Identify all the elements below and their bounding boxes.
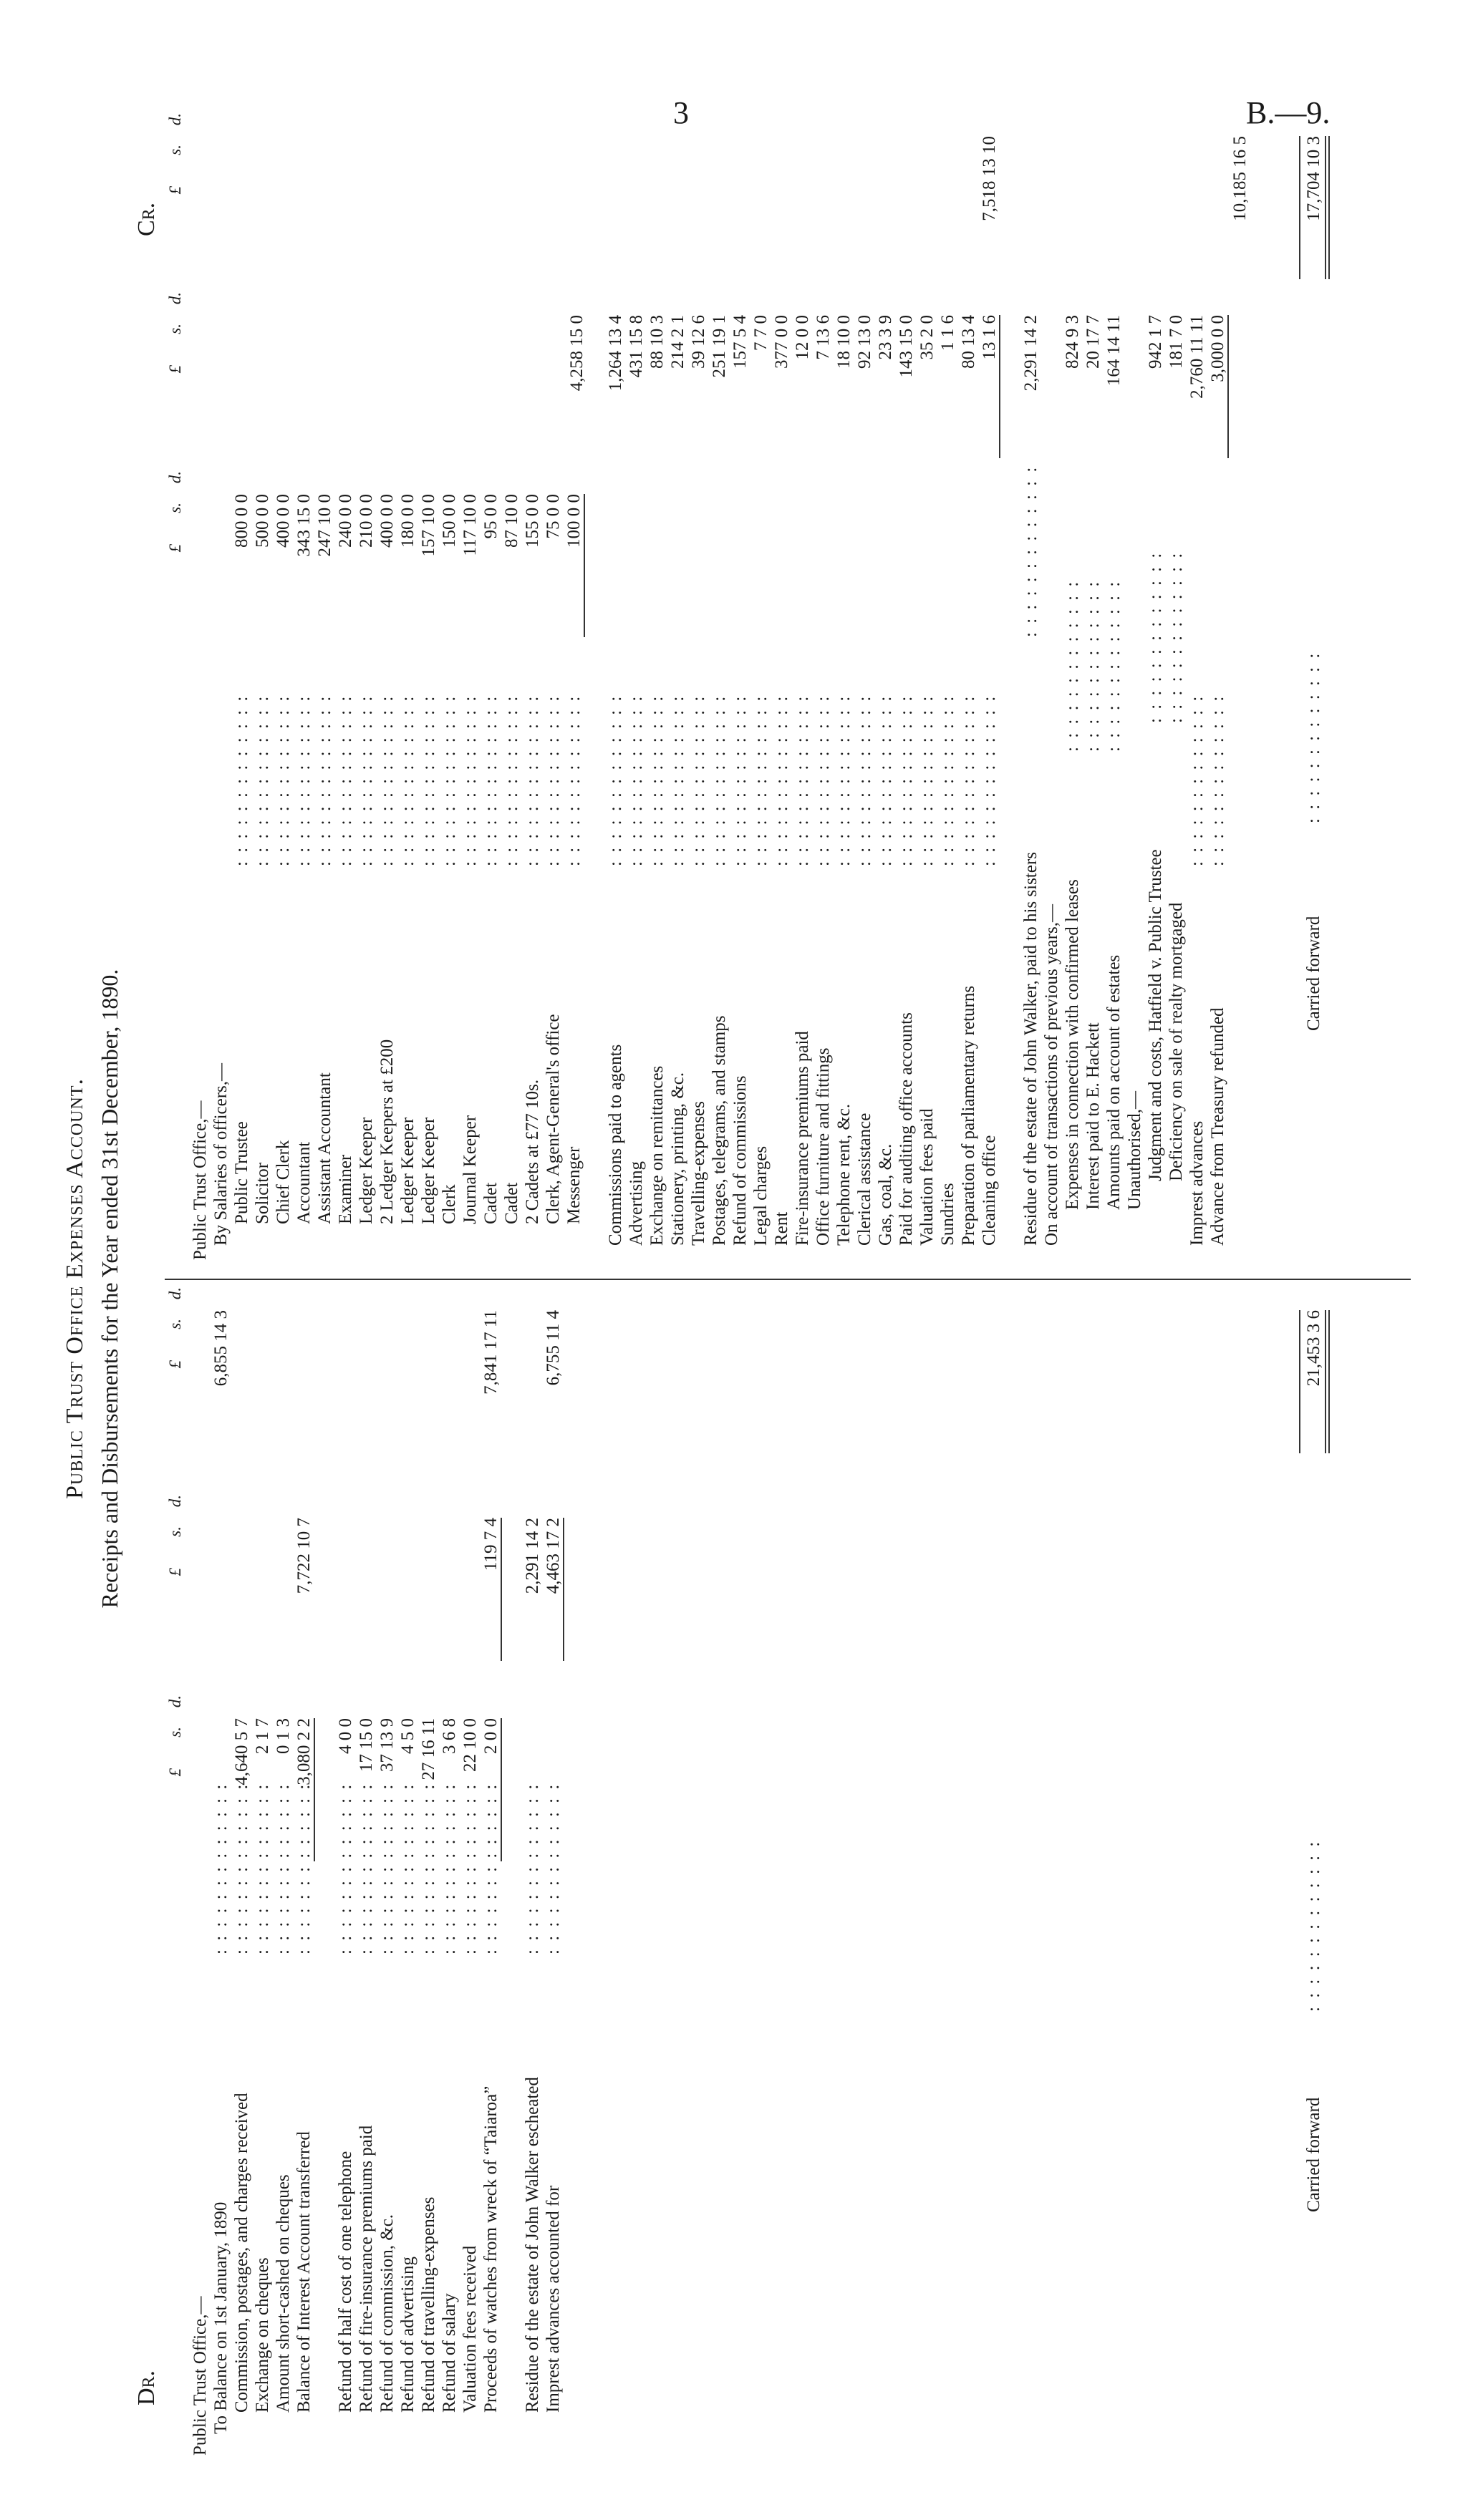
cr-expense-amount: 80 13 4	[959, 315, 978, 369]
leader-dots: : : : : : : : : : : : : :	[253, 694, 272, 866]
cr-heading: Public Trust Office,—	[190, 1100, 210, 1260]
page-number: 3	[673, 95, 689, 130]
cr-salary-amount: 100 0 0	[564, 494, 584, 548]
cr-expense-label: Legal charges	[751, 1145, 771, 1246]
cr-expense-amount: 251 19 1	[710, 315, 729, 378]
cr-expense-amount: 18 10 0	[834, 315, 854, 369]
dr-imprest-amount: 4,463 17 2	[544, 1518, 563, 1594]
leader-dots: : : : : : : : : : : : : :	[959, 694, 978, 866]
leader-dots: : : : : : : : : : : : : :	[980, 694, 999, 866]
column-head-d: d.	[166, 113, 184, 126]
dr-item-amount: 27 16 11	[419, 1718, 438, 1780]
leader-dots: : : : : : : : : : : : : :	[544, 694, 563, 866]
dr-residue-amount: 2,291 14 2	[523, 1518, 542, 1594]
cr-expenses-total: 7,518 13 10	[980, 136, 999, 221]
total-rule	[501, 1518, 502, 1661]
leader-dots: : : : : : : : : : : : : :	[938, 694, 957, 866]
cr-expense-label: Advertising	[627, 1160, 646, 1246]
dr-item-label: Refund of travelling-expenses	[419, 2196, 438, 2413]
dr-balance-amount: 6,855 14 3	[211, 1310, 231, 1387]
cr-salary-amount: 800 0 0	[232, 494, 251, 548]
cr-salary-amount: 75 0 0	[544, 494, 563, 539]
leader-dots: : : : : : : : : : : : : :	[315, 694, 334, 866]
cr-salary-label: Journal Keeper	[460, 1115, 480, 1224]
leader-dots: : : : : : : : : : : : : :	[917, 694, 937, 866]
leader-dots: : : : : : : : : : : : : :	[1021, 465, 1040, 637]
leader-dots: : : : : : : : : : : : : :	[564, 694, 584, 866]
cr-expense-label: Postages, telegrams, and stamps	[710, 1015, 729, 1246]
cr-treasury-amount: 3,000 0 0	[1208, 315, 1227, 382]
cr-expense-label: Exchange on remittances	[647, 1065, 667, 1246]
column-head-l: £	[166, 1360, 184, 1369]
cr-unauthorised-heading: Unauthorised,—	[1125, 1091, 1144, 1210]
leader-dots: : : : : : : : : : : : : :	[1208, 694, 1227, 866]
leader-dots: : : : : : : : : : : : : :	[502, 694, 521, 866]
dr-carried-forward-amount: 21,453 3 6	[1304, 1310, 1323, 1387]
cr-residue-label: Residue of the estate of John Walker, paid to his sisters	[1021, 852, 1040, 1246]
cr-salary-label: Clerk	[440, 1184, 459, 1224]
cr-label: Cr.	[133, 202, 160, 236]
leader-dots: : : : : : : : : : : : : :	[398, 694, 417, 866]
leader-dots: : : : : : : : : : : : : :	[751, 694, 771, 866]
dr-item-amount: 2 0 0	[481, 1718, 501, 1754]
leader-dots: : : : : : : : : : : : : :	[481, 694, 501, 866]
cr-salary-label: Clerk, Agent-General's office	[544, 1014, 563, 1224]
leader-dots: : : : : : : : : : : : : :	[876, 694, 895, 866]
cr-residue-amount: 2,291 14 2	[1021, 315, 1040, 392]
cr-expense-label: Refund of commissions	[730, 1075, 750, 1246]
cr-expense-label: Valuation fees paid	[917, 1108, 937, 1246]
column-head-d: d.	[166, 1695, 184, 1708]
cr-carried-forward-label: Carried forward	[1304, 916, 1323, 1031]
leader-dots: : : : : : : : : : : : : :	[232, 694, 251, 866]
leader-dots: : : : : : : : : : : : : :	[336, 694, 355, 866]
dr-item-amount: 3,080 2 2	[294, 1718, 314, 1785]
cr-previous-amount: 20 17 7	[1083, 315, 1103, 369]
leader-dots: : : : : : : : : : : : : :	[523, 694, 542, 866]
cr-salary-label: Accountant	[294, 1141, 314, 1224]
leader-dots: : : : : : : : : : : : : :	[336, 1782, 355, 1954]
column-head-l: £	[166, 1568, 184, 1576]
cr-final-total: 10,185 16 5	[1230, 136, 1250, 221]
cr-expense-amount: 1,264 13 4	[606, 315, 625, 392]
total-rule	[999, 315, 1000, 458]
cr-salary-amount: 400 0 0	[377, 494, 397, 548]
dr-item-label: Commission, postages, and charges received	[232, 2093, 251, 2413]
cr-expense-amount: 12 0 0	[793, 315, 812, 360]
dr-residue-label: Residue of the estate of John Walker escheated	[523, 2077, 542, 2413]
leader-dots: : : : : : : : : : : : : :	[357, 694, 376, 866]
cr-salary-label: Public Trustee	[232, 1121, 251, 1224]
cr-expense-label: Rent	[772, 1211, 791, 1246]
leader-dots: : : : : : : : : : : : : :	[647, 694, 667, 866]
dr-item-amount: 4 5 0	[398, 1718, 417, 1754]
cr-expense-amount: 1 1 6	[938, 315, 957, 351]
leader-dots: : : : : : : : : : : : : :	[294, 1782, 314, 1954]
leader-dots: : : : : : : : : : : : : :	[855, 694, 874, 866]
cr-salary-label: Ledger Keeper	[419, 1117, 438, 1224]
leader-dots: : : : : : : : : : : : : :	[897, 694, 916, 866]
column-head-s: s.	[166, 145, 184, 155]
total-rule	[1299, 136, 1300, 279]
column-head-l: £	[166, 186, 184, 195]
cr-previous-heading: On account of transactions of previous years,—	[1042, 904, 1061, 1246]
column-head-s: s.	[166, 324, 184, 334]
page-title: Public Trust Office Expenses Account.	[62, 1078, 88, 1499]
column-head-d: d.	[166, 1495, 184, 1508]
leader-dots: : : : : : : : : : : : : :	[834, 694, 854, 866]
total-rule	[1325, 1310, 1326, 1453]
total-rule	[584, 494, 585, 637]
column-head-s: s.	[166, 1319, 184, 1329]
leader-dots: : : : : : : : : : : : : :	[1104, 579, 1124, 752]
column-head-s: s.	[166, 1526, 184, 1537]
cr-unauthorised-amount: 942 1 7	[1146, 315, 1165, 369]
cr-expense-amount: 88 10 3	[647, 315, 667, 369]
dr-item-amount: 4 0 0	[336, 1718, 355, 1754]
dr-subtotal: 7,841 17 11	[481, 1310, 501, 1395]
cr-salary-amount: 150 0 0	[440, 494, 459, 548]
column-head-s: s.	[166, 503, 184, 513]
column-head-l: £	[166, 544, 184, 553]
cr-expense-amount: 431 15 8	[627, 315, 646, 378]
cr-expense-label: Fire-insurance premiums paid	[793, 1031, 812, 1246]
cr-salary-label: Assistant Accountant	[315, 1072, 334, 1224]
leader-dots: : : : : : : : : : : : : :	[1083, 579, 1103, 752]
dr-label: Dr.	[133, 2370, 160, 2405]
total-rule	[1299, 1310, 1300, 1453]
cr-expense-amount: 214 2 1	[668, 315, 687, 369]
cr-salary-amount: 155 0 0	[523, 494, 542, 548]
cr-expense-label: Stationery, printing, &c.	[668, 1072, 687, 1246]
leader-dots: : : : : : : : : : : : : :	[689, 694, 708, 866]
leader-dots: : : : : : : : : : : : : :	[377, 1782, 397, 1954]
cr-expense-label: Commissions paid to agents	[606, 1044, 625, 1246]
cr-salary-label: Cadet	[502, 1182, 521, 1224]
cr-treasury-label: Advance from Treasury refunded	[1208, 1007, 1227, 1246]
dr-item-label: Proceeds of watches from wreck of “Taiaroa”	[481, 2085, 501, 2413]
cr-salary-amount: 240 0 0	[336, 494, 355, 548]
cr-expense-amount: 35 2 0	[917, 315, 937, 360]
leader-dots: : : : : : : : : : : : : :	[606, 694, 625, 866]
total-rule	[1227, 315, 1229, 458]
leader-dots: : : : : : : : : : : : : :	[440, 1782, 459, 1954]
cr-salary-label: Messenger	[564, 1146, 584, 1224]
cr-expense-label: Gas, coal, &c.	[876, 1143, 895, 1246]
cr-unauthorised-label: Deficiency on sale of realty mortgaged	[1167, 902, 1186, 1181]
cr-salary-amount: 180 0 0	[398, 494, 417, 548]
cr-imprest-amount: 2,760 11 11	[1187, 315, 1207, 399]
total-rule	[1328, 136, 1330, 279]
dr-group2-total: 119 7 4	[481, 1518, 501, 1571]
page-reference: B.—9.	[1246, 95, 1331, 130]
cr-expense-label: Office furniture and fittings	[813, 1047, 833, 1246]
total-rule	[1328, 1310, 1330, 1453]
total-rule	[314, 1718, 315, 1861]
cr-expense-amount: 377 0 0	[772, 315, 791, 369]
cr-previous-amount: 164 14 11	[1104, 315, 1124, 387]
dr-imprest-label: Imprest advances accounted for	[544, 2185, 563, 2413]
cr-salaries-total: 4,258 15 0	[567, 315, 586, 392]
leader-dots: : : : : : : : : : : : : :	[544, 1782, 563, 1954]
dr-item-label: Refund of fire-insurance premiums paid	[357, 2125, 376, 2413]
center-divider	[165, 1279, 1411, 1280]
dr-item-label: Amount short-cashed on cheques	[274, 2174, 293, 2413]
page-subtitle: Receipts and Disbursements for the Year ended 31st December, 1890.	[97, 969, 122, 1609]
leader-dots: : : : : : : : : : : : : :	[357, 1782, 376, 1954]
cr-salary-amount: 87 10 0	[502, 494, 521, 548]
cr-unauthorised-label: Judgment and costs, Hatfield v. Public Trustee	[1146, 849, 1165, 1181]
leader-dots: : : : : : : : : : : : : :	[419, 694, 438, 866]
cr-salary-label: 2 Ledger Keepers at £200	[377, 1039, 397, 1224]
leader-dots: : : : : : : : : : : : : :	[730, 694, 750, 866]
cr-expense-amount: 143 15 0	[897, 315, 916, 378]
leader-dots: : : : : : : : : : : : : :	[1304, 651, 1323, 823]
cr-salary-label: 2 Cadets at £77 10s.	[523, 1079, 542, 1224]
leader-dots: : : : : : : : : : : : : :	[1063, 579, 1082, 752]
cr-salary-label: Examiner	[336, 1154, 355, 1224]
cr-expense-amount: 7 7 0	[751, 315, 771, 351]
cr-salaries-heading: By Salaries of officers,—	[211, 1062, 231, 1246]
cr-expense-label: Paid for auditing office accounts	[897, 1012, 916, 1246]
cr-salary-label: Solicitor	[253, 1162, 272, 1224]
cr-salary-amount: 95 0 0	[481, 494, 501, 539]
total-rule	[1325, 136, 1326, 279]
dr-item-label: Refund of commission, &c.	[377, 2214, 397, 2413]
leader-dots: : : : : : : : : : : : : :	[481, 1782, 501, 1954]
leader-dots: : : : : : : : : : : : : :	[274, 1782, 293, 1954]
leader-dots: : : : : : : : : : : : : :	[253, 1782, 272, 1954]
dr-carried-forward-label: Carried forward	[1304, 2097, 1323, 2212]
account-page	[57, 107, 1418, 2470]
cr-salary-amount: 117 10 0	[460, 494, 480, 556]
leader-dots: : : : : : : : : : : : : :	[460, 1782, 480, 1954]
column-head-l: £	[166, 1768, 184, 1777]
leader-dots: : : : : : : : : : : : : :	[668, 694, 687, 866]
cr-expense-label: Clerical assistance	[855, 1113, 874, 1246]
total-rule	[563, 1518, 564, 1661]
dr-heading: Public Trust Office,—	[190, 2296, 210, 2456]
column-head-l: £	[166, 365, 184, 374]
cr-salary-amount: 247 10 0	[315, 494, 334, 557]
dr-item-amount: 22 10 0	[460, 1718, 480, 1772]
leader-dots: : : : : : : : : : : : : :	[440, 694, 459, 866]
leader-dots: : : : : : : : : : : : : :	[419, 1782, 438, 1954]
dr-residue-imprest-total: 6,755 11 4	[544, 1310, 563, 1386]
cr-expense-amount: 7 13 6	[813, 315, 833, 360]
dr-item-label: Exchange on cheques	[253, 2257, 272, 2413]
cr-salary-amount: 210 0 0	[357, 494, 376, 548]
cr-carried-forward-amount: 17,704 10 3	[1304, 136, 1323, 221]
cr-expense-label: Preparation of parliamentary returns	[959, 985, 978, 1246]
cr-expense-amount: 13 1 6	[980, 315, 999, 360]
dr-item-label: Refund of salary	[440, 2293, 459, 2413]
leader-dots: : : : : : : : : : : : : :	[274, 694, 293, 866]
total-rule	[501, 1718, 502, 1861]
dr-item-amount: 3 6 8	[440, 1718, 459, 1754]
leader-dots: : : : : : : : : : : : : :	[211, 1782, 231, 1954]
leader-dots: : : : : : : : : : : : : :	[772, 694, 791, 866]
cr-expense-amount: 39 12 6	[689, 315, 708, 369]
leader-dots: : : : : : : : : : : : : :	[398, 1782, 417, 1954]
cr-salary-amount: 400 0 0	[274, 494, 293, 548]
leader-dots: : : : : : : : : : : : : :	[1304, 1839, 1323, 2012]
leader-dots: : : : : : : : : : : : : :	[460, 694, 480, 866]
cr-salary-amount: 157 10 0	[419, 494, 438, 557]
cr-expense-label: Travelling-expenses	[689, 1101, 708, 1246]
dr-group1-total: 7,722 10 7	[294, 1518, 314, 1594]
leader-dots: : : : : : : : : : : : : :	[793, 694, 812, 866]
cr-expense-amount: 92 13 0	[855, 315, 874, 369]
dr-item-label: Refund of advertising	[398, 2256, 417, 2413]
dr-item-label: Valuation fees received	[460, 2245, 480, 2413]
cr-expense-label: Sundries	[938, 1183, 957, 1246]
cr-previous-label: Interest paid to E. Hackett	[1083, 1022, 1103, 1210]
cr-salary-label: Ledger Keeper	[357, 1117, 376, 1224]
cr-previous-amount: 824 9 3	[1063, 315, 1082, 369]
dr-item-amount: 37 13 9	[377, 1718, 397, 1772]
leader-dots: : : : : : : : : : : : : :	[523, 1782, 542, 1954]
dr-item-amount: 2 1 7	[253, 1718, 272, 1754]
dr-balance-label: To Balance on 1st January, 1890	[211, 2201, 231, 2434]
column-head-d: d.	[166, 471, 184, 484]
leader-dots: : : : : : : : : : : : : :	[627, 694, 646, 866]
cr-salary-label: Ledger Keeper	[398, 1117, 417, 1224]
column-head-s: s.	[166, 1727, 184, 1738]
dr-item-amount: 4,640 5 7	[232, 1718, 251, 1785]
dr-item-amount: 17 15 0	[357, 1718, 376, 1772]
leader-dots: : : : : : : : : : : : : :	[377, 694, 397, 866]
column-head-d: d.	[166, 292, 184, 305]
leader-dots: : : : : : : : : : : : : :	[1187, 694, 1207, 866]
cr-expense-label: Cleaning office	[980, 1135, 999, 1246]
cr-expense-amount: 23 3 9	[876, 315, 895, 360]
dr-item-label: Refund of half cost of one telephone	[336, 2151, 355, 2413]
leader-dots: : : : : : : : : : : : : :	[1146, 551, 1165, 723]
cr-salary-amount: 343 15 0	[294, 494, 314, 557]
dr-item-label: Balance of Interest Account transferred	[294, 2131, 314, 2413]
leader-dots: : : : : : : : : : : : : :	[294, 694, 314, 866]
cr-salary-label: Chief Clerk	[274, 1140, 293, 1224]
cr-unauthorised-amount: 181 7 0	[1167, 315, 1186, 369]
cr-imprest-label: Imprest advances	[1187, 1120, 1207, 1246]
leader-dots: : : : : : : : : : : : : :	[813, 694, 833, 866]
cr-salary-label: Cadet	[481, 1182, 501, 1224]
cr-expense-label: Telephone rent, &c.	[834, 1103, 854, 1246]
cr-salary-amount: 500 0 0	[253, 494, 272, 548]
cr-previous-label: Amounts paid on account of estates	[1104, 954, 1124, 1210]
dr-item-amount: 0 1 3	[274, 1718, 293, 1754]
leader-dots: : : : : : : : : : : : : :	[1167, 551, 1186, 723]
column-head-d: d.	[166, 1287, 184, 1300]
cr-expense-amount: 157 5 4	[730, 315, 750, 369]
leader-dots: : : : : : : : : : : : : :	[710, 694, 729, 866]
cr-previous-label: Expenses in connection with confirmed leases	[1063, 879, 1082, 1210]
leader-dots: : : : : : : : : : : : : :	[232, 1782, 251, 1954]
